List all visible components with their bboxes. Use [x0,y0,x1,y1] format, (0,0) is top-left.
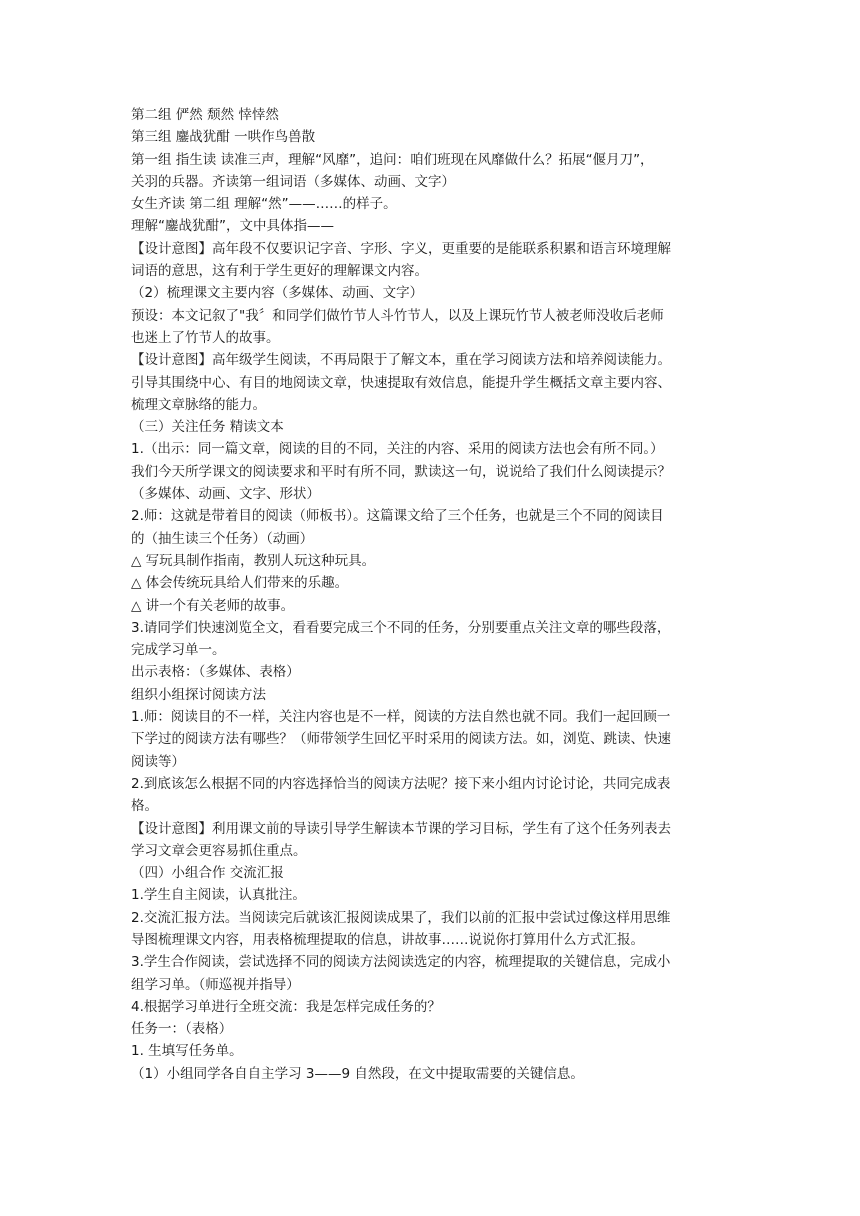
text-line: 学习文章会更容易抓住重点。 [131,842,307,859]
text-line: 1.学生自主阅读，认真批注。 [131,887,306,904]
text-line: 1. 生填写任务单。 [131,1043,243,1060]
text-line: 的（抽生读三个任务）（动画） [131,530,314,547]
text-line: 组织小组探讨阅读方法 [131,686,266,703]
document-body [131,104,743,1085]
text-line: 第三组 鏖战犹酣 一哄作鸟兽散 [131,129,316,146]
text-line: 1.（出示：同一篇文章，阅读的目的不同，关注的内容、采用的阅读方法也会有所不同。） [131,441,664,458]
text-line: 女生齐读 第二组 理解“然”——……的样子。 [131,196,397,213]
text-line: （1）小组同学各自自主学习 3——9 自然段，在文中提取需要的关键信息。 [131,1065,584,1082]
text-line: 2.师：这就是带着目的阅读（师板书）。这篇课文给了三个任务，也就是三个不同的阅读目 [131,508,664,525]
text-line: （多媒体、动画、文字、形状） [131,486,320,503]
text-line: 【设计意图】利用课文前的导读引导学生解读本节课的学习目标，学生有了这个任务列表去 [131,820,671,837]
text-line: 3.请同学们快速浏览全文，看看要完成三个不同的任务，分别要重点关注文章的哪些段落， [131,619,671,636]
text-line: 1.师：阅读目的不一样，关注内容也是不一样，阅读的方法自然也就不同。我们一起回顾一 [131,709,671,726]
text-line: 理解“鏖战犹酣”，文中具体指—— [131,218,334,235]
section-heading: （三）关注任务 精读文本 [131,419,284,436]
text-line: 2.到底该怎么根据不同的内容选择恰当的阅读方法呢？接下来小组内讨论讨论，共同完成表 [131,775,671,792]
text-line: 完成学习单一。 [131,642,226,659]
section-heading: （四）小组合作 交流汇报 [131,865,284,882]
text-line: 阅读等） [131,753,185,770]
text-line: 词语的意思，这有利于学生更好的理解课文内容。 [131,263,428,280]
text-line: 也迷上了竹节人的故事。 [131,329,280,346]
text-line: 任务一：（表格） [131,1021,233,1038]
text-line: 引导其围绕中心、有目的地阅读文章，快速提取有效信息，能提升学生概括文章主要内容、 [131,374,671,391]
task-item: △ 体会传统玩具给人们带来的乐趣。 [131,575,349,592]
text-line: 梳理文章脉络的能力。 [131,396,266,413]
text-line: 格。 [131,798,158,815]
text-line: 4.根据学习单进行全班交流：我是怎样完成任务的？ [131,998,441,1015]
text-line: 关羽的兵器。齐读第一组词语（多媒体、动画、文字） [131,173,455,190]
text-line: 3.学生合作阅读，尝试选择不同的阅读方法阅读选定的内容，梳理提取的关键信息，完成小 [131,954,671,971]
text-line: 第一组 指生读 读准三声，理解“风靡”，追问：咱们班现在风靡做什么？拓展“偃月刀”， [131,151,654,168]
text-line: 【设计意图】高年级学生阅读，不再局限于了解文本，重在学习阅读方法和培养阅读能力。 [131,352,671,369]
task-item: △ 写玩具制作指南，教别人玩这种玩具。 [131,552,376,569]
text-line: 2.交流汇报方法。当阅读完后就该汇报阅读成果了，我们以前的汇报中尝试过像这样用思维 [131,909,671,926]
text-line: 组学习单。（师巡视并指导） [131,976,300,993]
text-line: 第二组 俨然 颓然 悻悻然 [131,107,279,123]
text-line: 预设：本文记叙了"我〞和同学们做竹节人斗竹节人，以及上课玩竹节人被老师没收后老师 [131,307,664,324]
text-line: 导图梳理课文内容，用表格梳理提取的信息，讲故事……说说你打算用什么方式汇报。 [131,931,644,948]
text-line: 我们今天所学课文的阅读要求和平时有所不同，默读这一句，说说给了我们什么阅读提示？ [131,463,671,480]
section-heading: （2）梳理课文主要内容（多媒体、动画、文字） [131,285,424,302]
text-line: 下学过的阅读方法有哪些？（师带领学生回忆平时采用的阅读方法。如，浏览、跳读、快速 [131,731,671,748]
task-item: △ 讲一个有关老师的故事。 [131,597,295,614]
text-line: 出示表格：（多媒体、表格） [131,664,300,681]
text-line: 【设计意图】高年段不仅要识记字音、字形、字义，更重要的是能联系积累和语言环境理解 [131,240,671,257]
